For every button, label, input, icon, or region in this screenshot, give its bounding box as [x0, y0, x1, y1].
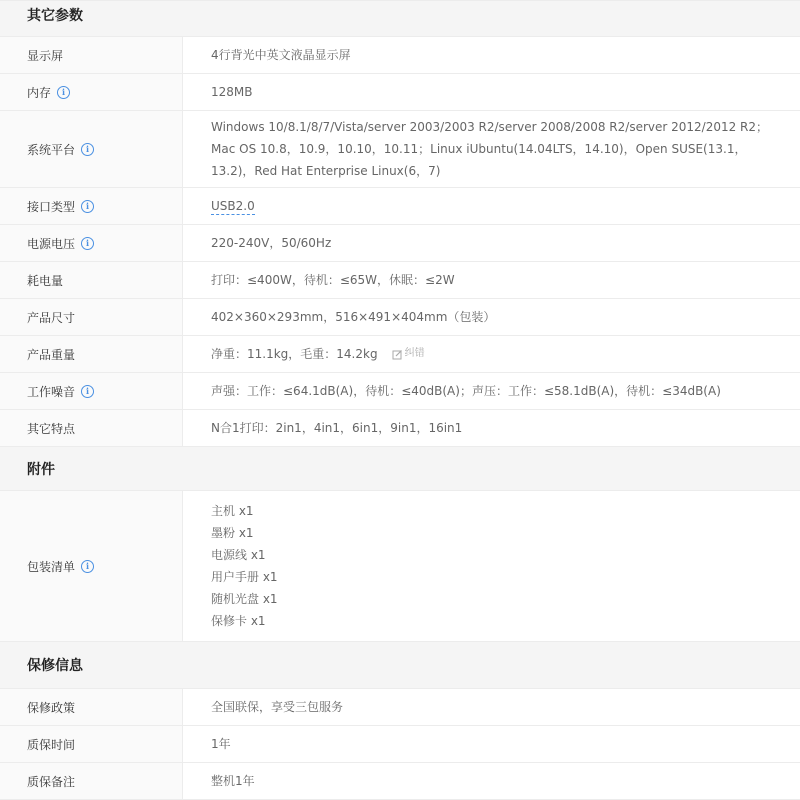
- section-header-other-params: 其它参数: [0, 1, 800, 37]
- spec-label: [0, 763, 183, 799]
- spec-label: [0, 726, 183, 762]
- spec-row-policy: [0, 689, 800, 726]
- spec-label: [0, 74, 183, 110]
- list-item: 保修卡 x1: [211, 614, 266, 628]
- info-icon[interactable]: i: [81, 143, 94, 156]
- section-header-warranty: 保修信息: [0, 642, 800, 689]
- correct-button[interactable]: [392, 343, 425, 365]
- label-text: 产品重量: [27, 347, 76, 362]
- spec-value: 整机1年: [211, 774, 255, 788]
- spec-row-warranty-time: [0, 726, 800, 763]
- spec-row-platform: [0, 111, 800, 188]
- spec-row-warranty-note: [0, 763, 800, 800]
- spec-row-memory: [0, 74, 800, 111]
- label-text: 内存: [27, 85, 52, 100]
- spec-row-size: [0, 299, 800, 336]
- label-text: 质保时间: [27, 737, 76, 752]
- correct-label: 纠错: [404, 348, 425, 359]
- label-text: 系统平台: [27, 142, 76, 157]
- spec-row-interface: [0, 188, 800, 225]
- info-icon[interactable]: i: [57, 86, 70, 99]
- spec-label: [0, 689, 183, 725]
- edit-icon: [392, 349, 403, 360]
- spec-value: 4行背光中英文液晶显示屏: [211, 48, 351, 62]
- info-icon[interactable]: i: [81, 237, 94, 250]
- spec-label: [0, 37, 183, 73]
- spec-value: [183, 188, 800, 224]
- spec-value: 402×360×293mm，516×491×404mm（包装）: [211, 310, 496, 324]
- weight-text: 净重：11.1kg，毛重：14.2kg: [211, 347, 378, 361]
- info-icon[interactable]: i: [81, 560, 94, 573]
- spec-row-package: [0, 491, 800, 642]
- info-icon[interactable]: i: [81, 200, 94, 213]
- spec-label: [0, 225, 183, 261]
- spec-row-noise: [0, 373, 800, 410]
- spec-value: N合1打印：2in1，4in1，6in1，9in1，16in1: [211, 421, 463, 435]
- interface-link[interactable]: USB2.0: [211, 198, 255, 213]
- list-item: 墨粉 x1: [211, 526, 254, 540]
- list-item: 电源线 x1: [211, 548, 266, 562]
- label-text: 保修政策: [27, 700, 76, 715]
- spec-row-power: [0, 262, 800, 299]
- label-text: 电源电压: [27, 236, 76, 251]
- label-text: 接口类型: [27, 199, 76, 214]
- list-item: 主机 x1: [211, 504, 254, 518]
- spec-value: 1年: [211, 737, 231, 751]
- label-text: 耗电量: [27, 273, 64, 288]
- label-text: 其它特点: [27, 421, 76, 436]
- spec-value: [183, 336, 800, 372]
- spec-row-features: [0, 410, 800, 447]
- spec-label: [0, 491, 183, 641]
- label-text: 工作噪音: [27, 384, 76, 399]
- spec-label: [0, 410, 183, 446]
- package-list: [211, 494, 278, 638]
- label-text: 显示屏: [27, 48, 64, 63]
- spec-value: [183, 491, 800, 641]
- spec-label: [0, 188, 183, 224]
- spec-value: 128MB: [211, 85, 253, 99]
- spec-label: [0, 336, 183, 372]
- spec-value: 全国联保，享受三包服务: [211, 700, 344, 714]
- list-item: 随机光盘 x1: [211, 592, 278, 606]
- section-header-accessories: 附件: [0, 447, 800, 491]
- spec-label: [0, 111, 183, 187]
- label-text: 包装清单: [27, 559, 76, 574]
- spec-value: 声强：工作：≤64.1dB(A)，待机：≤40dB(A)；声压：工作：≤58.1dB(A)，待机：≤34dB(A): [211, 384, 721, 398]
- spec-value: 220-240V，50/60Hz: [211, 236, 332, 250]
- info-icon[interactable]: i: [81, 385, 94, 398]
- spec-value: 打印：≤400W，待机：≤65W，休眠：≤2W: [211, 273, 455, 287]
- list-item: 用户手册 x1: [211, 570, 278, 584]
- spec-row-display: [0, 37, 800, 74]
- spec-label: [0, 373, 183, 409]
- spec-row-voltage: [0, 225, 800, 262]
- spec-value: Windows 10/8.1/8/7/Vista/server 2003/2003 R2/server 2008/2008 R2/server 2012/2012 R2；Mac OS 10.8，10.9，10.10，10.11；Linux iUbuntu(14.04LTS，14.10)，Open SUSE(13.1，13.2)，Red Hat Enterprise Linux(6，7): [211, 120, 769, 178]
- label-text: 质保备注: [27, 774, 76, 789]
- spec-label: [0, 299, 183, 335]
- spec-label: [0, 262, 183, 298]
- label-text: 产品尺寸: [27, 310, 76, 325]
- spec-row-weight: [0, 336, 800, 373]
